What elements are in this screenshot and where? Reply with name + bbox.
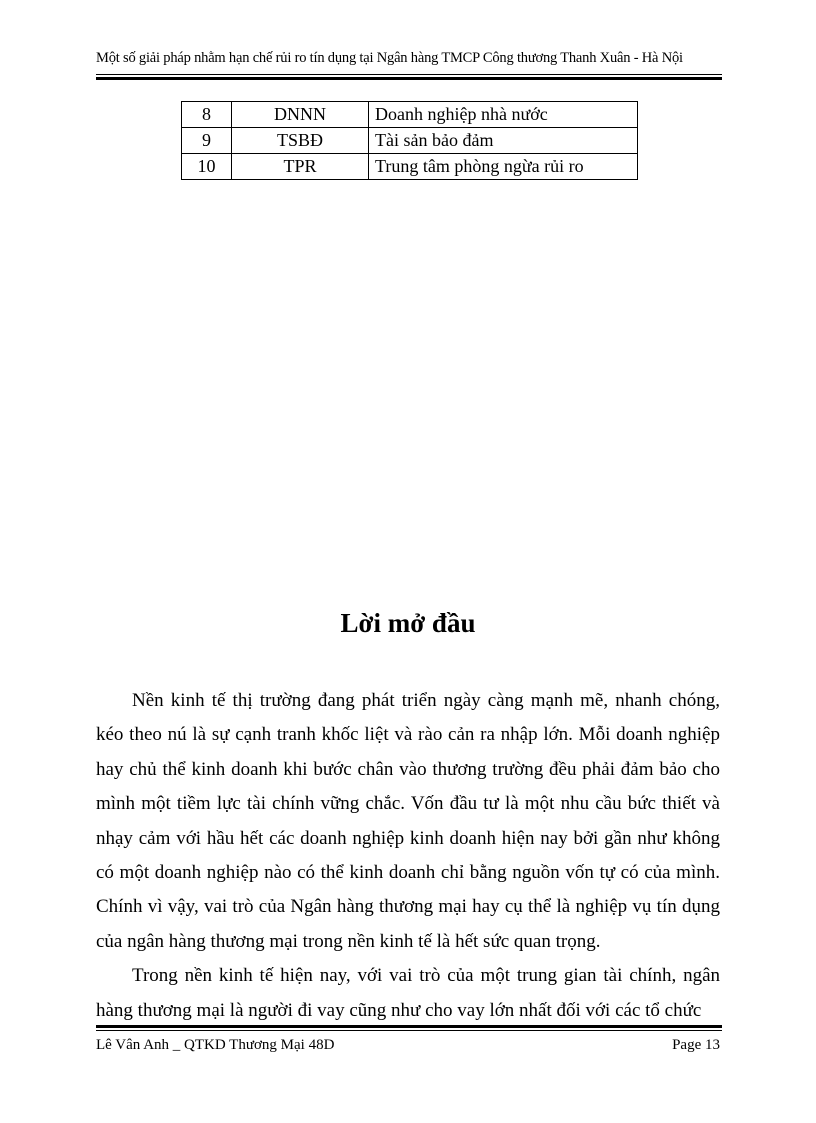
header-divider (96, 74, 722, 75)
table-row (182, 128, 638, 154)
abbreviation: TPR (232, 154, 369, 180)
paragraph: Trong nền kinh tế hiện nay, với vai trò của một trung gian tài chính, ngân hàng thương mại là người đi vay cũng như cho vay lớn nhất đối với các tổ chức (96, 965, 720, 1021)
abbreviation-table (181, 101, 638, 180)
section-title: Lời mở đầu (340, 608, 476, 638)
full-meaning: Tài sản bảo đảm (369, 128, 638, 154)
footer-divider (96, 1030, 722, 1031)
page-number: Page 13 (672, 1037, 720, 1053)
section-body (96, 684, 720, 1028)
footer-author: Lê Vân Anh _ QTKD Thương Mại 48D (96, 1037, 335, 1053)
row-number: 10 (182, 154, 232, 180)
full-meaning: Doanh nghiệp nhà nước (369, 102, 638, 128)
abbreviation: DNNN (232, 102, 369, 128)
table-row (182, 102, 638, 128)
header-divider-thick (96, 77, 722, 80)
full-meaning: Trung tâm phòng ngừa rủi ro (369, 154, 638, 180)
abbreviation: TSBĐ (232, 128, 369, 154)
footer-divider-thick (96, 1025, 722, 1028)
row-number: 9 (182, 128, 232, 154)
table-row (182, 154, 638, 180)
paragraph: Nền kinh tế thị trường đang phát triển ngày càng mạnh mẽ, nhanh chóng, kéo theo nú là sự cạnh tranh khốc liệt và rào cản ra nhập lớn. Mỗi doanh nghiệp hay chủ thể kinh doanh khi bước chân vào thương trường đều phải đảm bảo cho mình một tiềm lực tài chính vững chắc. Vốn đầu tư là một nhu cầu bức thiết và nhạy cảm với hầu hết các doanh nghiệp kinh doanh hiện nay bởi gần như không có một doanh nghiệp nào có thể kinh doanh chỉ bằng nguồn vốn tự có của mình. Chính vì vậy, vai trò của Ngân hàng thương mại hay cụ thể là nghiệp vụ tín dụng của ngân hàng thương mại trong nền kinh tế là hết sức quan trọng. (96, 690, 720, 952)
page-header-title: Một số giải pháp nhằm hạn chế rủi ro tín dụng tại Ngân hàng TMCP Công thương Thanh Xuân - Hà Nội (96, 50, 683, 66)
row-number: 8 (182, 102, 232, 128)
